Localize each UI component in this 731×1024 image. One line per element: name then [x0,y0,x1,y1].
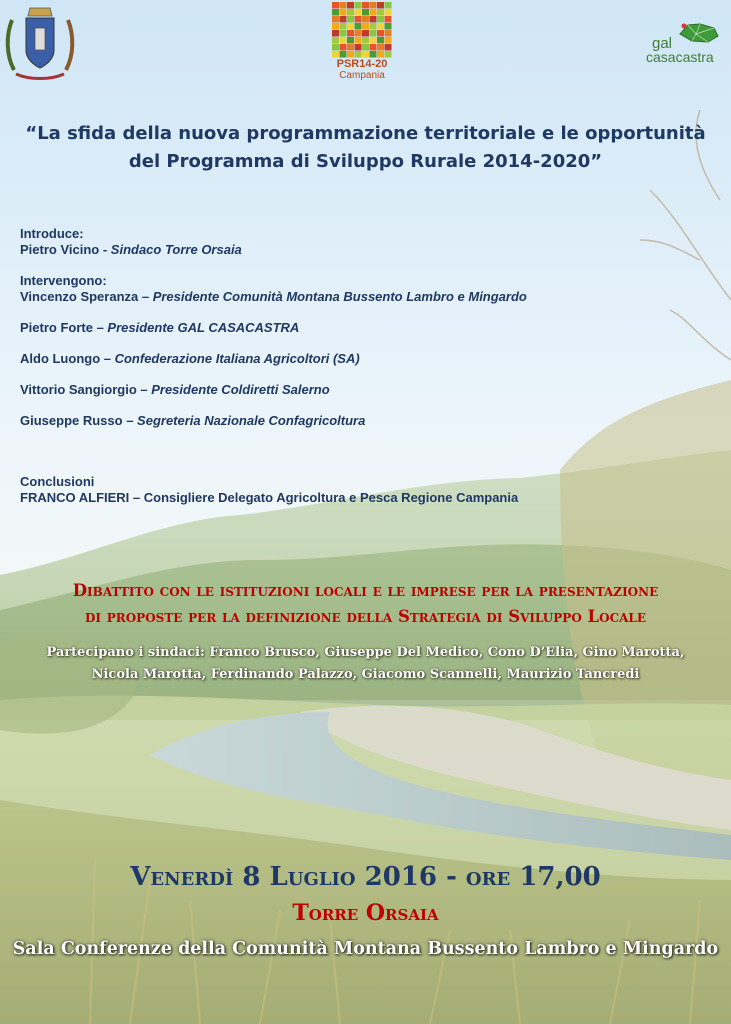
psr-logo-subtext: Campania [339,70,385,81]
debate-line-1: Dibattito con le istituzioni locali e le imprese per la presentazione [72,581,659,600]
psr-mosaic-tile [370,2,377,9]
psr-mosaic-tile [370,16,377,23]
psr-mosaic-tile [332,9,339,16]
psr-mosaic-tile [377,23,384,30]
psr-mosaic-tile [347,9,354,16]
intervengono-label: Intervengono: [20,273,107,288]
event-place: Torre Orsaia [292,900,439,926]
psr-mosaic-tile [370,23,377,30]
psr-mosaic-tile [355,44,362,51]
psr-mosaic-tile [347,2,354,9]
speaker-name: Giuseppe Russo – [20,413,138,428]
speaker-role: Segreteria Nazionale Confagricoltura [137,413,366,428]
psr-mosaic-tile [340,9,347,16]
speaker-name: Vittorio Sangiorgio – [20,382,152,397]
psr-mosaic-tile [340,23,347,30]
event-venue: Sala Conferenze della Comunità Montana Bussento Lambro e Mingardo [12,939,719,959]
debate-heading [20,578,711,630]
psr-mosaic-tile [385,30,392,37]
psr-mosaic-tile [340,30,347,37]
speaker-role: Presidente Comunità Montana Bussento Lambro e Mingardo [152,289,527,304]
event-title [20,120,711,176]
psr-mosaic-tile [332,2,339,9]
gal-logo-text: gal [652,35,673,52]
psr-mosaic-tile [340,51,347,58]
psr-mosaic-tile [355,9,362,16]
psr-mosaic-tile [362,30,369,37]
speaker-row [20,413,720,429]
introduce-speaker [20,242,720,258]
psr-mosaic-tile [347,16,354,23]
psr-logo [330,2,394,86]
psr-mosaic-tile [362,37,369,44]
psr-mosaic-tile [385,44,392,51]
gal-map-icon [678,22,720,44]
psr-mosaic-tile [347,30,354,37]
psr-mosaic-tile [370,37,377,44]
psr-mosaic-tile [332,16,339,23]
participants-line-2: Nicola Marotta, Ferdinando Palazzo, Giacomo Scannelli, Maurizio Tancredi [91,667,640,682]
psr-mosaic-tile [332,51,339,58]
psr-mosaic-tile [362,9,369,16]
psr-mosaic-tile [347,51,354,58]
speaker-role: Confederazione Italiana Agricoltori (SA) [114,351,360,366]
psr-mosaic-tile [362,51,369,58]
psr-mosaic-tile [370,44,377,51]
psr-mosaic-tile [332,44,339,51]
coat-of-arms-logo [4,0,76,84]
mayors-participants [20,642,711,686]
psr-mosaic-tile [355,30,362,37]
conclusioni-label: Conclusioni [20,474,95,489]
psr-mosaic-tile [340,16,347,23]
event-date: Venerdì 8 Luglio 2016 - ore 17,00 [130,862,601,892]
psr-logo-text: PSR14-20 [336,58,388,70]
psr-mosaic-tile [385,16,392,23]
speaker-row [20,320,720,336]
psr-mosaic-tile [377,2,384,9]
psr-mosaic-tile [340,2,347,9]
psr-mosaic-tile [377,51,384,58]
conclusioni-speaker [20,490,720,506]
psr-mosaic-tile [377,9,384,16]
speaker-name: Pietro Vicino - [20,242,111,257]
psr-mosaic-tile [377,37,384,44]
psr-mosaic-tile [332,30,339,37]
speaker-role: Sindaco Torre Orsaia [110,242,242,257]
psr-mosaic-tile [347,37,354,44]
psr-mosaic-tile [370,9,377,16]
psr-mosaic-tile [385,2,392,9]
title-line-2: del Programma di Sviluppo Rurale 2014-2020” [128,151,603,172]
psr-mosaic-tile [385,9,392,16]
speaker-row [20,289,720,305]
psr-mosaic-tile [377,16,384,23]
psr-mosaic-tile [385,37,392,44]
psr-mosaic-tile [362,23,369,30]
psr-mosaic-tile [370,51,377,58]
speaker-role: Consigliere Delegato Agricoltura e Pesca Regione Campania [143,490,519,505]
speaker-name: Vincenzo Speranza – [20,289,153,304]
psr-mosaic-tile [377,30,384,37]
psr-mosaic-tile [362,2,369,9]
psr-mosaic-tile [347,44,354,51]
psr-mosaic-tile [355,23,362,30]
speaker-role: Presidente GAL CASACASTRA [107,320,300,335]
speaker-row [20,382,720,398]
participants-line-1: Partecipano i sindaci: Franco Brusco, Giuseppe Del Medico, Cono D’Elia, Gino Marotta, [46,645,685,660]
psr-mosaic-tile [355,16,362,23]
psr-mosaic-tile [355,51,362,58]
psr-mosaic-icon [332,2,392,58]
speaker-name: Pietro Forte – [20,320,108,335]
psr-mosaic-tile [385,23,392,30]
gal-casacastra-logo [640,22,728,68]
psr-mosaic-tile [377,44,384,51]
gal-logo-subtext: casacastra [646,49,714,65]
introduce-label: Introduce: [20,226,84,241]
psr-mosaic-tile [347,23,354,30]
psr-mosaic-tile [355,2,362,9]
title-line-1: “La sfida della nuova programmazione territoriale e le opportunità [25,123,706,144]
debate-line-2: di proposte per la definizione della Strategia di Sviluppo Locale [84,607,647,626]
speaker-name: Aldo Luongo – [20,351,115,366]
speaker-row [20,351,720,367]
psr-mosaic-tile [332,37,339,44]
psr-mosaic-tile [385,51,392,58]
psr-mosaic-tile [355,37,362,44]
psr-mosaic-tile [362,16,369,23]
psr-mosaic-tile [340,44,347,51]
psr-mosaic-tile [370,30,377,37]
psr-mosaic-tile [340,37,347,44]
speaker-role: Presidente Coldiretti Salerno [151,382,330,397]
psr-mosaic-tile [362,44,369,51]
program-section [20,226,720,521]
psr-mosaic-tile [332,23,339,30]
speaker-name: FRANCO ALFIERI – [20,490,144,505]
